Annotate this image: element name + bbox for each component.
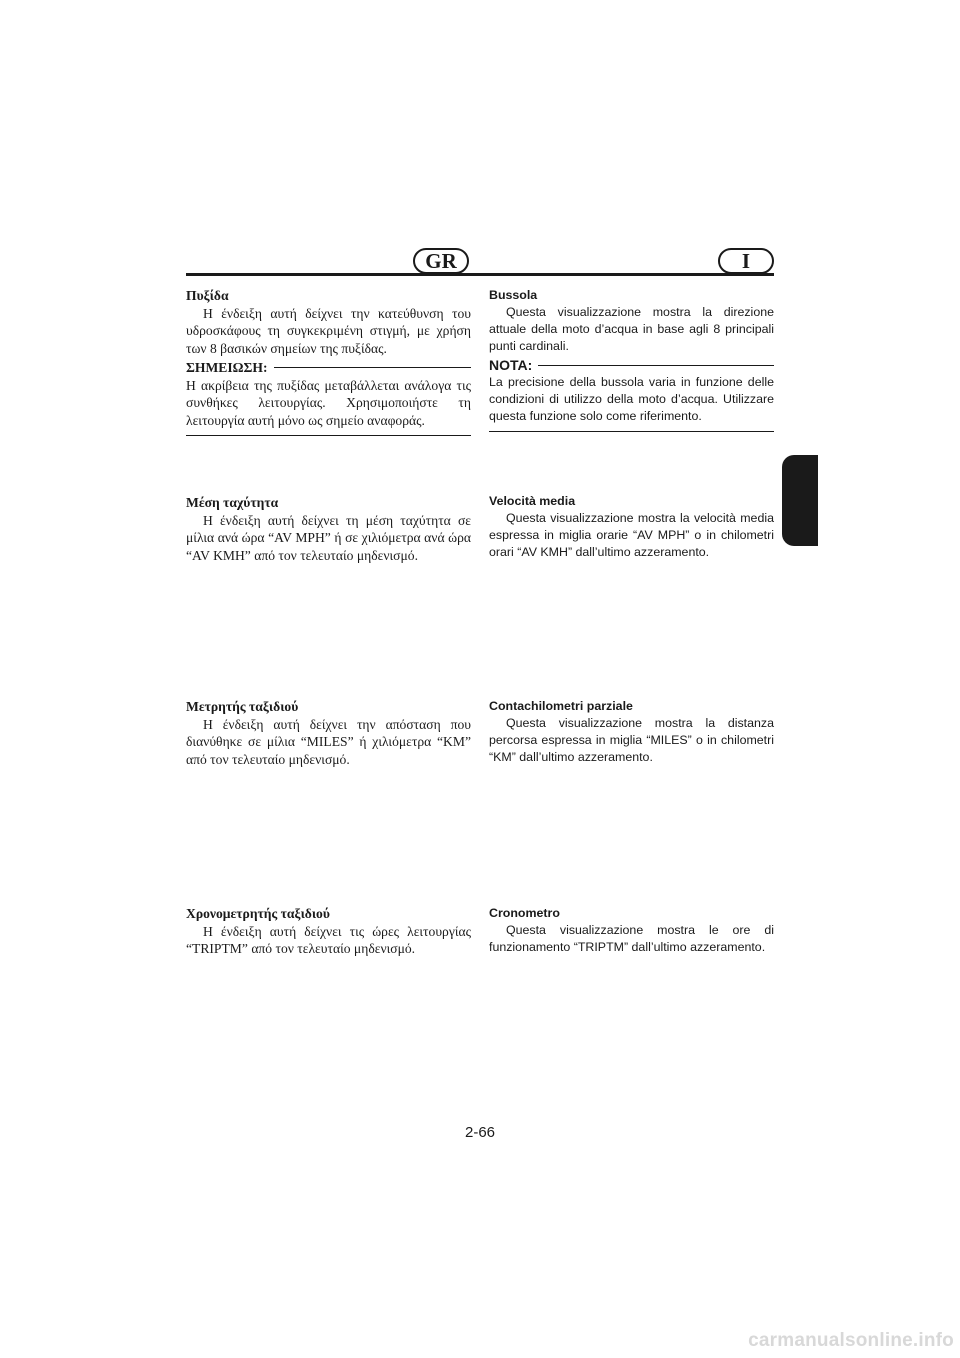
language-badge-i: I [718,248,774,274]
it-avg-speed-title: Velocità media [489,494,576,508]
gr-trip-meter-section [186,698,471,768]
it-note-end-rule [489,431,774,432]
it-note-label: NOTA: [489,357,533,373]
gr-avg-speed-section [186,494,471,564]
gr-trip-meter-body: Η ένδειξη αυτή δείχνει την απόσταση που διανύθηκε σε μίλια “MILES” ή χιλιόμετρα “KM” από τον τελευταίο μηδενισμό. [186,716,471,767]
chapter-tab-marker [782,455,818,546]
it-note-body: La precisione della bussola varia in funzione delle condizioni di utilizzo della moto d’acqua. Utilizzare questa funzione solo come riferimento. [489,375,774,423]
gr-compass-section [186,287,471,436]
it-note-header [489,357,774,374]
gr-trip-timer-body: Η ένδειξη αυτή δείχνει τις ώρες λειτουργίας “TRIPTM” από τον τελευταίο μηδενισμό. [186,923,471,956]
gr-compass-title: Πυξίδα [186,288,229,303]
gr-trip-timer-section [186,905,471,958]
watermark: carmanualsonline.info [748,1330,954,1351]
it-avg-speed-body: Questa visualizzazione mostra la velocità media espressa in miglia orarie “AV MPH” o in chilometri orari “AV KMH” dall’ultimo azzeramento. [489,511,774,559]
it-avg-speed-section [489,493,774,561]
gr-compass-body: Η ένδειξη αυτή δείχνει την κατεύθυνση του υδροσκάφους τη συγκεκριμένη στιγμή, με χρήση των 8 βασικών σημείων της πυξίδας. [186,305,471,356]
it-trip-meter-section [489,698,774,766]
it-compass-body: Questa visualizzazione mostra la direzione attuale della moto d’acqua in base agli 8 principali punti cardinali. [489,305,774,353]
it-trip-meter-body: Questa visualizzazione mostra la distanza percorsa espressa in miglia “MILES” o in chilometri “KM” dall’ultimo azzeramento. [489,716,774,764]
gr-avg-speed-body: Η ένδειξη αυτή δείχνει τη μέση ταχύτητα σε μίλια ανά ώρα “AV MPH” ή σε χιλιόμετρα ανά ώρα “AV KMH” από τον τελευταίο μηδενισμό. [186,512,471,563]
it-trip-meter-title: Contachilometri parziale [489,699,633,713]
gr-note-label: ΣΗΜΕΙΩΣΗ: [186,360,268,375]
it-compass-section [489,287,774,432]
gr-note-body: Η ακρίβεια της πυξίδας μεταβάλλεται ανάλογα τις συνθήκες λειτουργίας. Χρησιμοποιήστε τη λειτουργία αυτή μόνο ως σημείο αναφοράς. [186,377,471,428]
it-trip-timer-section [489,905,774,956]
gr-trip-timer-title: Χρονομετρητής ταξιδιού [186,906,330,921]
gr-trip-meter-title: Μετρητής ταξιδιού [186,699,299,714]
gr-note-end-rule [186,435,471,436]
it-trip-timer-title: Cronometro [489,906,560,920]
gr-note-rule [274,367,471,368]
page-number: 2-66 [464,1124,496,1141]
it-trip-timer-body: Questa visualizzazione mostra le ore di funzionamento “TRIPTM” dall’ultimo azzeramento. [489,923,774,954]
it-compass-title: Bussola [489,288,538,302]
it-note-rule [538,365,774,366]
language-badge-gr: GR [413,248,469,274]
gr-avg-speed-title: Μέση ταχύτητα [186,495,279,510]
header-rule [186,273,774,276]
gr-note-header [186,359,471,377]
